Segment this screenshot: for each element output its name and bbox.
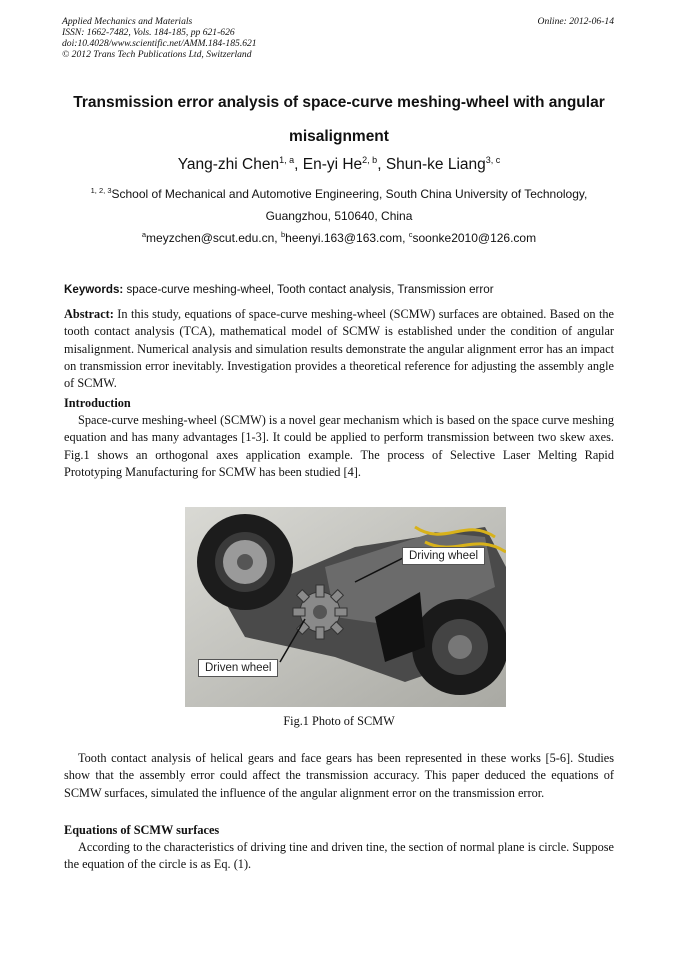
email-sep: , — [402, 231, 409, 245]
title-line-1: Transmission error analysis of space-curve meshing-wheel with angular — [73, 94, 605, 111]
author-list — [40, 155, 638, 174]
driven-wheel-label: Driven wheel — [198, 659, 278, 677]
author-sup: 3, c — [485, 155, 501, 165]
email-line — [40, 230, 638, 245]
journal-name: Applied Mechanics and Materials — [62, 16, 193, 27]
section-heading-equations: Equations of SCMW surfaces — [64, 823, 220, 837]
figure-photo — [185, 507, 506, 707]
equations-paragraph — [64, 839, 614, 874]
affiliation-line-1 — [40, 186, 638, 201]
keywords — [64, 283, 614, 296]
email-sup: a — [141, 230, 147, 239]
introduction-paragraph — [64, 412, 614, 481]
online-date: Online: 2012-06-14 — [537, 16, 614, 27]
email-address[interactable]: heenyi.163@163.com — [285, 231, 403, 245]
eq-text: According to the characteristics of driving tine and driven tine, the section of normal plane is circle. Suppose the equation of the circle is as Eq. (1). — [64, 840, 614, 872]
driving-wheel-label: Driving wheel — [402, 547, 485, 565]
affiliation-line-2: Guangzhou, 510640, China — [265, 209, 413, 223]
scmw-photo — [185, 507, 506, 707]
author-name: Shun-ke Liang — [385, 156, 486, 174]
author-sep: , — [294, 156, 303, 174]
para2-text: Tooth contact analysis of helical gears and face gears has been represented in these works [5-6]. Studies show that the assembly error could affect the transmission accuracy. This paper deduced the equations of SCMW surfaces, simulated the influence of the angular alignment error on the transmission error. — [64, 751, 614, 800]
author-name: Yang-zhi Chen — [177, 156, 280, 174]
doi-line[interactable]: doi:10.4028/www.scientific.net/AMM.184-185.621 — [62, 38, 257, 49]
abstract — [64, 306, 614, 392]
email-sup: b — [280, 230, 286, 239]
intro-text: Space-curve meshing-wheel (SCMW) is a novel gear mechanism which is based on the space curve meshing equation and has many advantages [1-3]. It could be applied to perform transmission between two skew axes. Fig.1 shows an orthogonal axes application example. The process of Selective Laser Melting Rapid Prototyping Manufacturing for SCMW has been studied [4]. — [64, 413, 614, 479]
author-sup: 2, b — [362, 155, 378, 165]
body-paragraph-2 — [64, 750, 614, 802]
figure-caption: Fig.1 Photo of SCMW — [283, 714, 395, 728]
keywords-label: Keywords: — [64, 283, 124, 296]
abstract-text: In this study, equations of space-curve meshing-wheel (SCMW) surfaces are obtained. Based on the tooth contact analysis (TCA), mathematical model of SCMW is established under the condition of angular misalignment. Numerical analysis and simulation results demonstrate the angular alignment error has an impact on transmission error inevitably. Investigation provides a theoretical reference for adjusting the assembly angle of SCMW. — [64, 307, 614, 391]
affiliation-sup: 1, 2, 3 — [90, 186, 112, 195]
abstract-label: Abstract: — [64, 307, 114, 321]
journal-header — [62, 16, 614, 60]
email-sep: , — [274, 231, 281, 245]
issn-line: ISSN: 1662-7482, Vols. 184-185, pp 621-626 — [62, 27, 235, 38]
email-address[interactable]: soonke2010@126.com — [412, 231, 537, 245]
email-sup: c — [408, 230, 413, 239]
paper-title — [50, 86, 628, 154]
email-address[interactable]: meyzchen@scut.edu.cn — [146, 231, 275, 245]
keywords-text: space-curve meshing-wheel, Tooth contact analysis, Transmission error — [123, 283, 494, 296]
copyright-line: © 2012 Trans Tech Publications Ltd, Switzerland — [62, 49, 252, 60]
title-line-2: misalignment — [289, 128, 389, 145]
section-heading-introduction: Introduction — [64, 396, 131, 410]
author-sup: 1, a — [279, 155, 295, 165]
affiliation-text-1: School of Mechanical and Automotive Engineering, South China University of Technology, — [111, 187, 588, 201]
author-name: En-yi He — [302, 156, 363, 174]
author-sep: , — [377, 156, 386, 174]
